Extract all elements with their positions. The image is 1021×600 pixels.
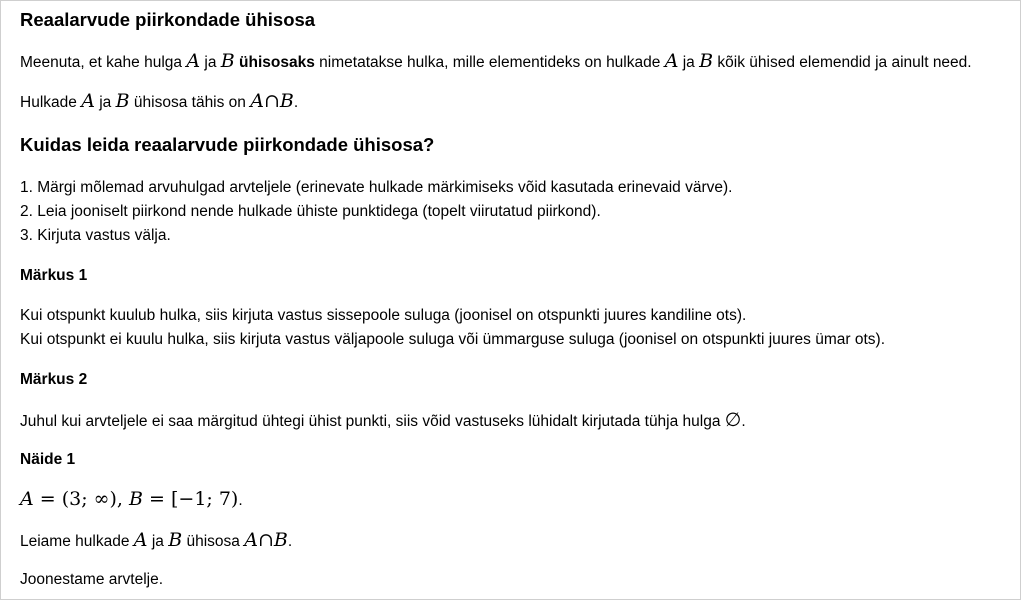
math-B: B	[168, 529, 183, 551]
math-A: A	[20, 488, 34, 510]
math-A: A	[664, 50, 679, 72]
section-title: Kuidas leida reaalarvude piirkondade ühisosa?	[20, 134, 435, 155]
note1-line: Kui otspunkt ei kuulu hulka, siis kirjuta vastus väljapoole suluga või ümmarguse suluga (joonisel on otspunkti juures ümar ots).	[20, 331, 886, 348]
empty-set-symbol: ∅	[724, 409, 742, 431]
math-interval-A: = (3; ∞)	[33, 488, 117, 510]
note1-line: Kui otspunkt kuulub hulka, siis kirjuta vastus sissepoole suluga (joonisel on otspunkti juures kandiline ots).	[20, 307, 747, 324]
math-interval-B: = [−1; 7)	[142, 488, 239, 510]
page-title: Reaalarvude piirkondade ühisosa	[20, 9, 316, 30]
intersection-symbol: ∩	[263, 90, 280, 112]
example1-line3: Joonestame arvtelje.	[20, 571, 164, 588]
math-B: B	[220, 50, 235, 72]
math-B: B	[699, 50, 714, 72]
math-B: B	[129, 488, 143, 510]
math-A: A	[133, 529, 148, 551]
note2-text: Juhul kui arvteljele ei saa märgitud ühtegi ühist punkti, siis võid vastuseks lühidalt kirjutada tühja hulga ∅.	[20, 409, 746, 431]
step-item: 2. Leia jooniselt piirkond nende hulkade ühiste punktidega (topelt viirutatud piirkond).	[20, 203, 601, 220]
note2-title: Märkus 2	[20, 371, 88, 388]
step-item: 3. Kirjuta vastus välja.	[20, 227, 171, 244]
intro-paragraph-notation: Hulkade A ja B ühisosa tähis on A∩B.	[20, 90, 299, 112]
example1-formula: A = (3; ∞), B = [−1; 7).	[20, 488, 243, 510]
math-B: B	[115, 90, 130, 112]
step-item: 1. Märgi mõlemad arvuhulgad arvteljele (erinevate hulkade märkimiseks võid kasutada erinevaid värve).	[20, 179, 733, 196]
example1-title: Näide 1	[20, 451, 76, 468]
math-A: A	[186, 50, 201, 72]
math-B: B	[279, 90, 294, 112]
example1-line2: Leiame hulkade A ja B ühisosa A∩B.	[20, 529, 293, 551]
math-A: A	[250, 90, 264, 112]
math-A: A	[81, 90, 95, 112]
intersection-symbol: ∩	[257, 529, 274, 551]
math-A: A	[244, 529, 258, 551]
note1-title: Märkus 1	[20, 267, 88, 284]
term-uhisosa: ühisosaks	[239, 54, 315, 71]
math-B: B	[273, 529, 288, 551]
intro-paragraph-definition: Meenuta, et kahe hulga A ja B ühisosaks nimetatakse hulka, mille elementideks on hulkade A ja B kõik ühised elemendid ja ainult need.	[20, 50, 972, 72]
